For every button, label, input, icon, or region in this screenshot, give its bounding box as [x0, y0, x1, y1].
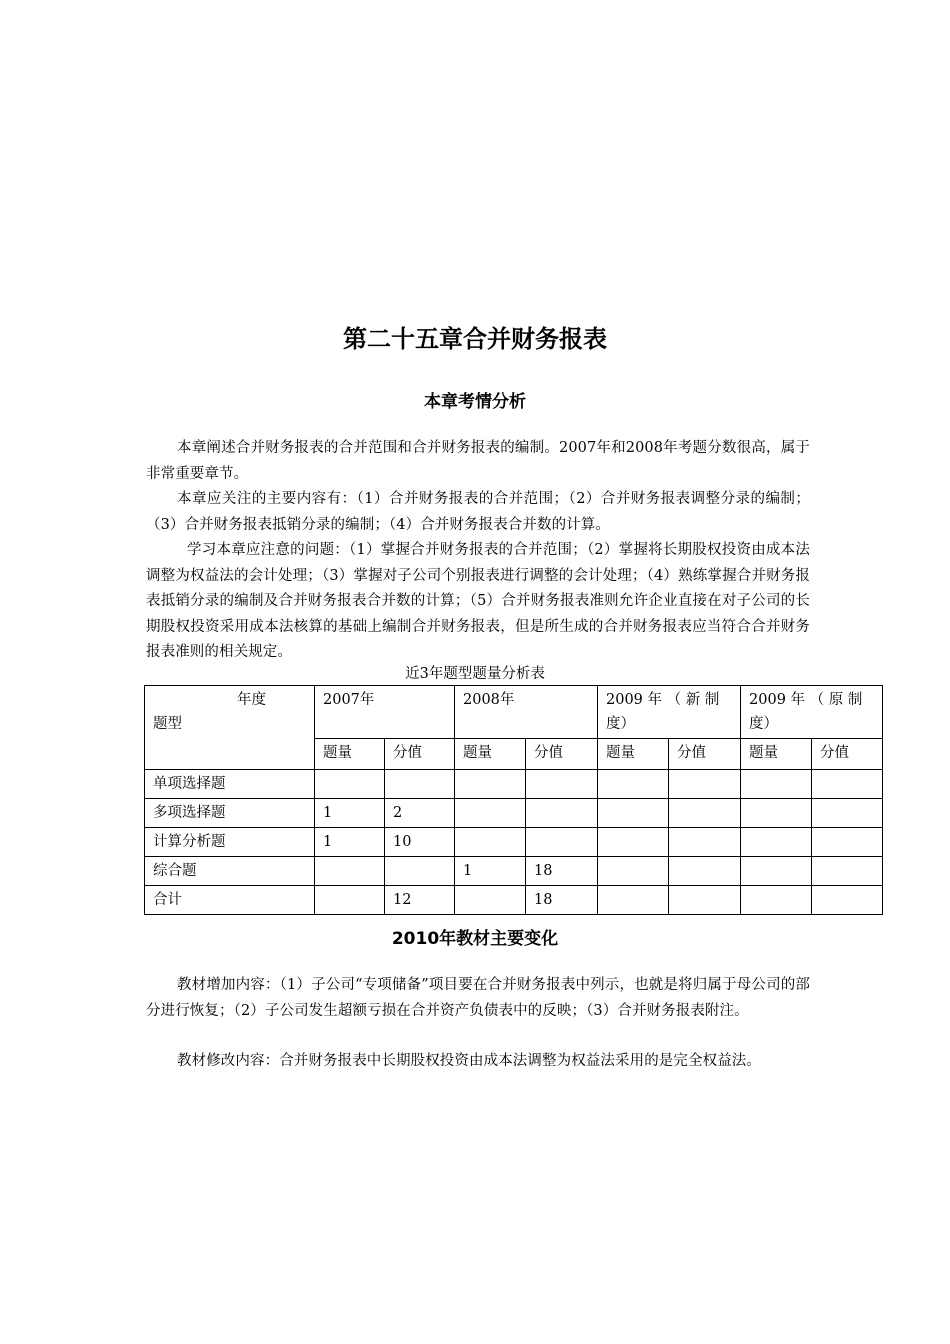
table-cell [315, 886, 385, 915]
table-cell [455, 828, 526, 857]
table-cell [741, 886, 812, 915]
table-row [145, 828, 883, 857]
table-cell [741, 857, 812, 886]
table-cell: 18 [526, 886, 598, 915]
table-cell [669, 828, 741, 857]
question-stats-table [144, 685, 883, 915]
table-row [145, 857, 883, 886]
year-header-2009-old: 2009 年 （ 原 制 度） [741, 686, 883, 739]
paragraph-focus: 本章应关注的主要内容有：（1）合并财务报表的合并范围；（2）合并财务报表调整分录的编制；（3）合并财务报表抵销分录的编制；（4）合并财务报表合并数的计算。 [146, 491, 810, 533]
corner-label-year: 年度 [237, 692, 266, 708]
table-cell [526, 770, 598, 799]
table-cell: 10 [385, 828, 455, 857]
sub-header-score: 分值 [526, 739, 598, 770]
table-corner-cell [145, 686, 315, 770]
paragraph-modifications: 教材修改内容：合并财务报表中长期股权投资由成本法调整为权益法采用的是完全权益法。 [177, 1053, 761, 1069]
table-row [145, 799, 883, 828]
table-cell [741, 799, 812, 828]
paragraph-additions: 教材增加内容：（1）子公司“专项储备”项目要在合并财务报表中列示，也就是将归属于母公司的部分进行恢复；（2）子公司发生超额亏损在合并资产负债表中的反映；（3）合并财务报表附注。 [146, 977, 810, 1019]
row-label: 计算分析题 [145, 828, 315, 857]
row-label: 合计 [145, 886, 315, 915]
table-header-row-years [145, 686, 883, 739]
corner-label-type: 题型 [153, 716, 182, 732]
table-cell [741, 770, 812, 799]
table-cell [741, 828, 812, 857]
table-cell [812, 770, 883, 799]
table-cell [455, 799, 526, 828]
table-cell: 1 [315, 799, 385, 828]
table-cell [526, 828, 598, 857]
table-cell [598, 770, 669, 799]
table-cell [598, 828, 669, 857]
table-cell [669, 857, 741, 886]
table-cell [385, 857, 455, 886]
sub-header-score: 分值 [812, 739, 883, 770]
table-cell [526, 799, 598, 828]
section-heading-textbook-changes: 2010年教材主要变化 [391, 929, 559, 949]
sub-header-count: 题量 [315, 739, 385, 770]
table-cell [669, 770, 741, 799]
table-cell [812, 886, 883, 915]
year-header-2009-new: 2009 年 （ 新 制 度） [598, 686, 741, 739]
paragraph-intro: 本章阐述合并财务报表的合并范围和合并财务报表的编制。2007年和2008年考题分数很高，属于非常重要章节。 [146, 440, 810, 482]
table-cell [812, 828, 883, 857]
chapter-title: 第二十五章合并财务报表 [343, 325, 607, 353]
table-cell [669, 886, 741, 915]
table-cell [315, 770, 385, 799]
table-cell [455, 770, 526, 799]
sub-header-score: 分值 [385, 739, 455, 770]
table-cell [812, 857, 883, 886]
row-label: 单项选择题 [145, 770, 315, 799]
table-cell [598, 857, 669, 886]
year-header-2007: 2007年 [315, 686, 455, 739]
row-label: 多项选择题 [145, 799, 315, 828]
table-row-total [145, 886, 883, 915]
sub-header-count: 题量 [741, 739, 812, 770]
section-heading-exam-analysis: 本章考情分析 [424, 392, 526, 412]
table-caption: 近3年题型题量分析表 [405, 666, 545, 682]
table-cell [385, 770, 455, 799]
table-cell [669, 799, 741, 828]
table-cell [455, 886, 526, 915]
sub-header-count: 题量 [598, 739, 669, 770]
table-cell [598, 799, 669, 828]
sub-header-score: 分值 [669, 739, 741, 770]
table-cell [812, 799, 883, 828]
table-cell: 18 [526, 857, 598, 886]
table-cell: 2 [385, 799, 455, 828]
table-cell [315, 857, 385, 886]
table-cell: 1 [315, 828, 385, 857]
paragraph-notes: 学习本章应注意的问题：（1）掌握合并财务报表的合并范围；（2）掌握将长期股权投资由成本法调整为权益法的会计处理；（3）掌握对子公司个别报表进行调整的会计处理；（4）熟练掌握合并财务报表抵销分录的编制及合并财务报表合并数的计算；（5）合并财务报表准则允许企业直接在对子公司的长期股权投资采用成本法核算的基础上编制合并财务报表，但是所生成的合并财务报表应当符合合并财务报表准则的相关规定。 [146, 542, 810, 660]
table-cell: 12 [385, 886, 455, 915]
table-row [145, 770, 883, 799]
table-cell: 1 [455, 857, 526, 886]
table-cell [598, 886, 669, 915]
year-header-2008: 2008年 [455, 686, 598, 739]
sub-header-count: 题量 [455, 739, 526, 770]
row-label: 综合题 [145, 857, 315, 886]
